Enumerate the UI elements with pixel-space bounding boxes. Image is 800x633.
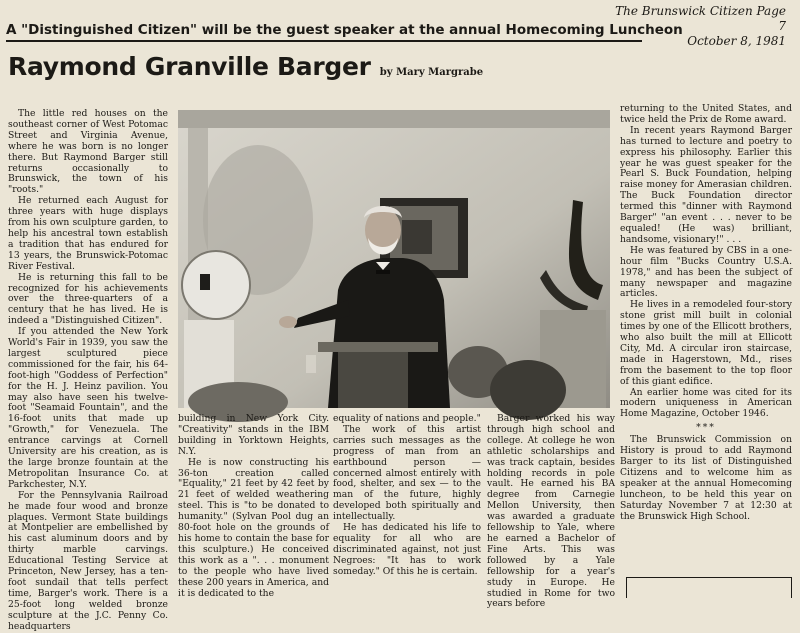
paragraph: building in New York City. "Creativity" stands in the IBM building in Yorktown Heights, N.Y. xyxy=(178,413,329,457)
paragraph: He has dedicated his life to equality for all who are discriminated against, not just Negroes: "It has to work someday." Of this he is certain. xyxy=(333,522,481,577)
article-column-4 xyxy=(487,413,615,610)
paragraph: He is now constructing his 36-ton creation called "Equality," 21 feet by 42 feet by 21 feet of welded weathering steel. This is "to be donated to humanity." (Sylvan Pool dug an 80-foot hole on the grounds of his home to contain the base for this sculpture.) He conceived this work as a ". . . monument to the people who have lived these 200 years in America, and it is dedicated to the xyxy=(178,456,329,599)
paragraph: For the Pennsylvania Railroad he made four wood and bronze plaques. Vermont State buildings at Montpelier are embellished by his cast aluminum doors and by thirty marble carvings. Educational Testing Service at Princeton, New Jersey, has a ten-foot sundail that tells perfect time, Barger's work. There is a 25-foot long welded bronze sculpture at the J.C. Penny Co. headquarters xyxy=(8,489,168,632)
paragraph: equality of nations and people." xyxy=(333,413,481,424)
article-column-3 xyxy=(333,414,481,598)
article-column-2 xyxy=(178,414,329,598)
section-separator: *** xyxy=(696,422,716,434)
paragraph: In recent years Raymond Barger has turned to lecture and poetry to express his philosophy. Earlier this year he was guest speaker for the Pearl S. Buck Foundation, helping raise money for Amerasian children. The Buck Foundation director termed this "dinner with Raymond Barger" "an event . . . never to be equaled! (He was) brilliant, handsome, visionary!" . . . xyxy=(620,124,792,245)
photo-illustration xyxy=(178,110,610,408)
masthead-date: October 8, 1981 xyxy=(687,34,786,48)
byline: by Mary Margrabe xyxy=(379,67,484,78)
article-column-1 xyxy=(8,108,168,632)
paragraph: An earlier home was cited for its modern uniqueness in American Home Magazine, October 1946. xyxy=(620,386,792,420)
paragraph: If you attended the New York World's Fair in 1939, you saw the largest sculptured piece commissioned for the fair, his 64-foot-high "Goddess of Perfection" for the H. J. Heinz pavilion. You may also have seen his twelve-foot "Seamaid Fountain", and the 16-foot units that made up "Growth," for Venezuela. The entrance carvings at Cornell University are his creation, as is the large bronze fountain at the Metropolitan Insurance Co. at Parkchester, N.Y. xyxy=(8,326,168,490)
photo-sculptor-portrait xyxy=(178,110,610,408)
masthead-paper: The Brunswick Citizen Page 7 xyxy=(615,4,786,33)
paragraph: Barger worked his way through high school and college. At college he won athletic scholarships and was track captain, besides holding records in pole vault. He earned his BA degree from Carnegie Mellon University, then was awarded a graduate fellowship to Yale, where he earned a Bachelor of Fine Arts. This was followed by a Yale fellowship for a year's study in Europe. He studied in Rome for two years before xyxy=(487,413,615,610)
article-column-5 xyxy=(620,104,792,598)
paragraph: He lives in a remodeled four-story stone grist mill built in colonial times by one of the Ellicott brothers, who also built the mill at Ellicott City, Md. A circular iron staircase, made in Hagerstown, Md., rises from the basement to the top floor of this giant edifice. xyxy=(620,299,792,387)
paragraph: returning to the United States, and twice held the Prix de Rome award. xyxy=(620,103,792,125)
paragraph: He was featured by CBS in a one-hour film "Bucks Country U.S.A. 1978," and has been the subject of many newspaper and magazine articles. xyxy=(620,244,792,300)
paragraph: The work of this artist carries such messages as the progress of man from an earthbound person — concerned almost entirely with food, shelter, and sex — to the man of the future, highly developed both spiritually and intellectually. xyxy=(333,423,481,523)
kicker-headline: A "Distinguished Citizen" will be the guest speaker at the annual Homecoming Luncheon xyxy=(6,22,642,42)
headline xyxy=(8,52,483,81)
paragraph: He returned each August for three years with huge displays from his own sculpture garden, to help his ancestral town establish a tradition that has endured for 13 years, the Brunswick-Potomac River Festival. xyxy=(8,195,168,272)
paragraph: The Brunswick Commission on History is proud to add Raymond Barger to its list of Distinguished Citizens and to welcome him as speaker at the annual Homecoming luncheon, to be held this year on Saturday November 7 at 12:30 at the Brunswick High School. xyxy=(620,434,792,522)
paragraph: He is returning this fall to be recognized for his achievements over the three-quarters of a century that he has lived. He is indeed a "Distinguished Citizen". xyxy=(8,271,168,327)
headline-name: Raymond Granville Barger xyxy=(8,52,371,81)
column-end-box xyxy=(626,577,792,598)
paragraph: The little red houses on the southeast corner of West Potomac Street and Virginia Avenue, where he was born is no longer there. But Raymond Barger still returns occasionally to Brunswick, the town of his "roots." xyxy=(8,108,168,196)
